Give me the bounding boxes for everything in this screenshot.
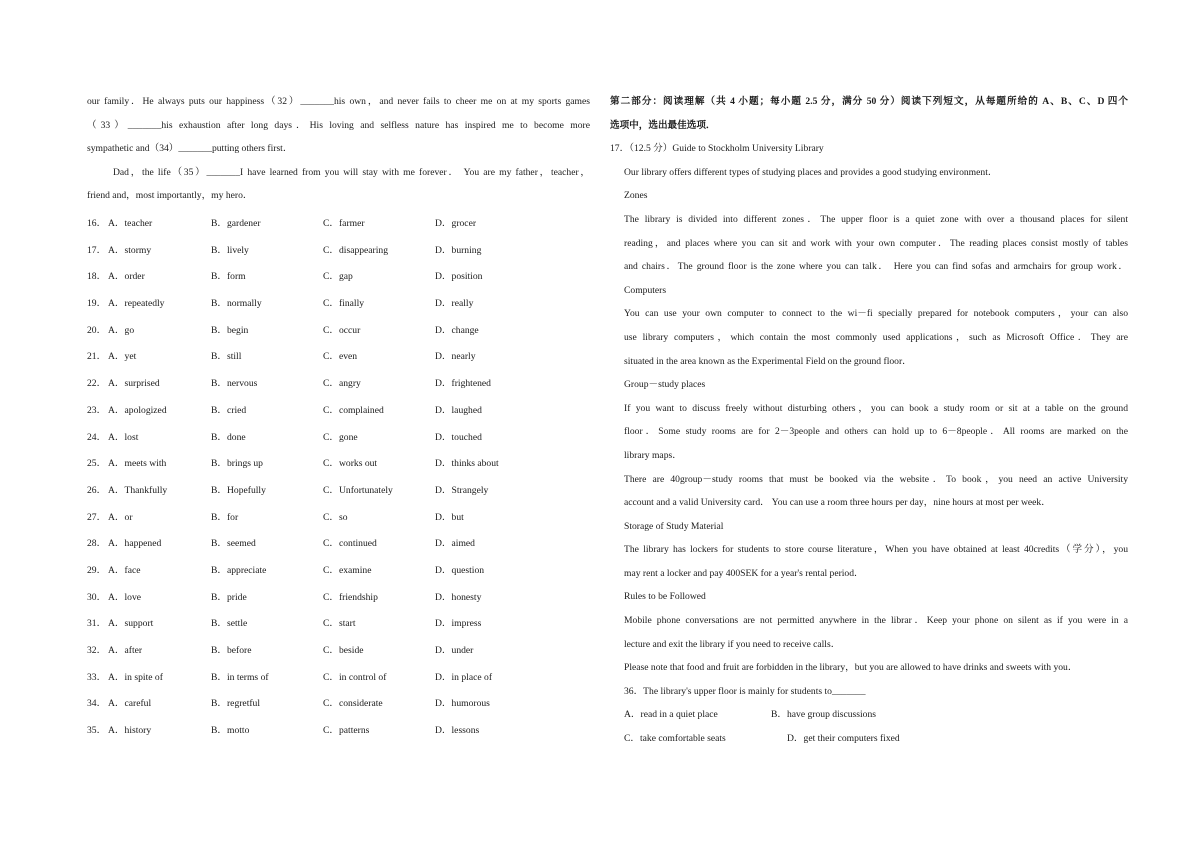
option-c: C．continued xyxy=(323,538,377,550)
option-c: C．even xyxy=(323,351,358,363)
question-number: 26． xyxy=(87,484,107,496)
option-c: C．examine xyxy=(323,564,372,576)
option-c: C．in control of xyxy=(323,671,387,683)
question-row xyxy=(87,317,590,344)
option-a: A．lost xyxy=(108,431,139,443)
question-row xyxy=(87,557,590,584)
answer-option-b: B．have group discussions xyxy=(771,709,876,721)
option-b: B．normally xyxy=(211,298,262,310)
passage-title: 17．（12.5 分）Guide to Stockholm University Library xyxy=(610,143,824,155)
option-d: D．Strangely xyxy=(435,484,489,496)
option-b: B．brings up xyxy=(211,458,263,470)
question-row xyxy=(87,237,590,264)
question-number: 31． xyxy=(87,618,107,630)
option-b: B．Hopefully xyxy=(211,484,266,496)
option-c: C．Unfortunately xyxy=(323,484,393,496)
passage-line: library maps． xyxy=(624,449,682,461)
option-a: A．careful xyxy=(108,698,152,710)
option-b: B．nervous xyxy=(211,378,258,390)
right-column xyxy=(610,90,1128,751)
question-number: 34． xyxy=(87,698,107,710)
passage-line: Mobile phone conversations are not permitted anywhere in the librar．Keep your phone on silent as if you were in a xyxy=(624,615,1128,627)
option-a: A．in spite of xyxy=(108,671,163,683)
option-a: A．apologized xyxy=(108,404,167,416)
passage-line: account and a valid University card． You can use a room three hours per day，nine hours at most per week． xyxy=(624,497,1051,509)
question-number: 30． xyxy=(87,591,107,603)
passage-line: Storage of Study Material xyxy=(624,520,724,532)
question-row xyxy=(87,718,590,745)
option-c: C．gone xyxy=(323,431,358,443)
question-number: 27． xyxy=(87,511,107,523)
question-row xyxy=(87,210,590,237)
option-a: A．yet xyxy=(108,351,137,363)
passage-line: There are 40group－study rooms that must be booked via the website．To book，you need an active University xyxy=(624,473,1128,485)
question-number: 20． xyxy=(87,324,107,336)
question-row xyxy=(87,611,590,638)
passage-line: You can use your own computer to connect to the wi－fi specially prepared for notebook computers，your can also xyxy=(624,308,1128,320)
option-c: C．friendship xyxy=(323,591,378,603)
question-row xyxy=(87,451,590,478)
question-row xyxy=(87,691,590,718)
section-header: 第二部分：阅读理解（共 4 小题；每小题 2.5 分，满分 50 分）阅读下列短文，从每题所给的 A、B、C、D 四个 xyxy=(610,96,1128,107)
option-c: C．farmer xyxy=(323,218,365,230)
option-c: C．considerate xyxy=(323,698,383,710)
question-row xyxy=(87,291,590,318)
passage-line: （33）_______his exhaustion after long days．His loving and selfless nature has inspired me to become more xyxy=(87,119,590,131)
option-a: A．or xyxy=(108,511,133,523)
passage-line: lecture and exit the library if you need to receive calls． xyxy=(624,638,841,650)
question-number: 23． xyxy=(87,404,107,416)
option-a: A．Thankfully xyxy=(108,484,168,496)
question-row xyxy=(87,637,590,664)
option-d: D．under xyxy=(435,645,474,657)
option-b: B．settle xyxy=(211,618,248,630)
option-a: A．happened xyxy=(108,538,162,550)
option-d: D．position xyxy=(435,271,483,283)
question-number: 18． xyxy=(87,271,107,283)
option-c: C．finally xyxy=(323,298,365,310)
cloze-passage xyxy=(87,90,590,161)
question-number: 29． xyxy=(87,564,107,576)
question-number: 33． xyxy=(87,671,107,683)
option-a: A．support xyxy=(108,618,154,630)
option-d: D．touched xyxy=(435,431,482,443)
passage-line: our family．He always puts our happiness（32）_______his own，and never fails to cheer me on at my sports games xyxy=(87,96,590,107)
option-c: C．works out xyxy=(323,458,378,470)
option-d: D．aimed xyxy=(435,538,475,550)
passage-line: use library computers，which contain the most commonly used applications，such as Microsoft Office．They are xyxy=(624,331,1128,343)
option-b: B．cried xyxy=(211,404,247,416)
question-row xyxy=(87,531,590,558)
option-b: B．in terms of xyxy=(211,671,269,683)
passage-line: sympathetic and（34）_______putting others first． xyxy=(87,143,293,155)
question-number: 16． xyxy=(87,218,107,230)
passage-line: friend and，most importantly，my hero． xyxy=(87,190,253,202)
option-d: D．humorous xyxy=(435,698,490,710)
question-number: 19． xyxy=(87,298,107,310)
option-d: D．but xyxy=(435,511,464,523)
left-column xyxy=(87,90,590,744)
question-row xyxy=(87,504,590,531)
option-d: D．in place of xyxy=(435,671,493,683)
question-number: 24． xyxy=(87,431,107,443)
question-number: 25． xyxy=(87,458,107,470)
option-d: D．really xyxy=(435,298,474,310)
option-d: D．nearly xyxy=(435,351,476,363)
question-row xyxy=(87,264,590,291)
option-a: A．go xyxy=(108,324,135,336)
question-number: 21． xyxy=(87,351,107,363)
question-row xyxy=(87,477,590,504)
option-c: C．so xyxy=(323,511,348,523)
passage-line: Our library offers different types of studying places and provides a good studying environment． xyxy=(624,166,998,178)
option-a: A．history xyxy=(108,725,152,737)
option-d: D．laughed xyxy=(435,404,482,416)
question-row xyxy=(87,664,590,691)
option-c: C．occur xyxy=(323,324,361,336)
option-b: B．still xyxy=(211,351,242,363)
passage-line: Group－study places xyxy=(624,379,706,391)
passage-line: situated in the area known as the Experimental Field on the ground floor． xyxy=(624,355,912,367)
reading-passage xyxy=(610,161,1128,704)
question-row xyxy=(87,584,590,611)
passage-line: Computers xyxy=(624,284,667,296)
passage-line: The library is divided into different zones．The upper floor is a quiet zone with over a thousand places for silent xyxy=(624,213,1128,225)
option-a: A．order xyxy=(108,271,145,283)
option-d: D．thinks about xyxy=(435,458,499,470)
passage-line: 36．The library's upper floor is mainly for students to_______ xyxy=(624,685,866,697)
option-b: B．motto xyxy=(211,725,250,737)
option-a: A．repeatedly xyxy=(108,298,165,310)
passage-line: The library has lockers for students to store course literature，When you have obtained at least 40credits（学分），you xyxy=(624,544,1128,556)
answer-option-a: A．read in a quiet place xyxy=(624,709,718,721)
option-b: B．seemed xyxy=(211,538,256,550)
option-b: B．before xyxy=(211,645,252,657)
question-number: 22． xyxy=(87,378,107,390)
option-b: B．gardener xyxy=(211,218,261,230)
passage-paragraph: Dad，the life（35）_______I have learned from you will stay with me forever． You are my father，teacher， xyxy=(113,166,590,178)
answer-option-d: D．get their computers fixed xyxy=(787,733,900,745)
question-options-list xyxy=(87,210,590,744)
option-b: B．done xyxy=(211,431,246,443)
option-c: C．patterns xyxy=(323,725,370,737)
option-b: B．lively xyxy=(211,244,249,256)
answer-row xyxy=(610,727,1128,751)
option-a: A．teacher xyxy=(108,218,153,230)
option-b: B．regretful xyxy=(211,698,261,710)
answer-option-c: C．take comfortable seats xyxy=(624,733,726,745)
passage-line: floor．Some study rooms are for 2－3people and others can hold up to 6－8people．All rooms are marked on the xyxy=(624,426,1128,438)
passage-line: may rent a locker and pay 400SEK for a year's rental period． xyxy=(624,567,864,579)
option-b: B．appreciate xyxy=(211,564,267,576)
option-d: D．grocer xyxy=(435,218,477,230)
option-b: B．for xyxy=(211,511,239,523)
option-c: C．gap xyxy=(323,271,353,283)
option-b: B．begin xyxy=(211,324,249,336)
option-b: B．form xyxy=(211,271,246,283)
passage-line: reading，and places where you can sit and work with your own computer．The reading places consist mostly of tables xyxy=(624,237,1128,249)
option-d: D．impress xyxy=(435,618,482,630)
question-row xyxy=(87,424,590,451)
option-a: A．face xyxy=(108,564,141,576)
option-a: A．meets with xyxy=(108,458,167,470)
option-a: A．after xyxy=(108,645,143,657)
option-a: A．surprised xyxy=(108,378,160,390)
option-d: D．lessons xyxy=(435,725,480,737)
option-d: D．frightened xyxy=(435,378,491,390)
question-row xyxy=(87,397,590,424)
option-c: C．disappearing xyxy=(323,244,389,256)
question-number: 28． xyxy=(87,538,107,550)
option-d: D．change xyxy=(435,324,479,336)
option-b: B．pride xyxy=(211,591,247,603)
option-a: A．love xyxy=(108,591,142,603)
question-number: 35． xyxy=(87,725,107,737)
section-header-cont: 选项中，选出最佳选项． xyxy=(610,119,716,131)
question-row xyxy=(87,371,590,398)
passage-line: and chairs．The ground floor is the zone where you can talk． Here you can find sofas and armchairs for group work． xyxy=(624,261,1128,273)
passage-line: Please note that food and fruit are forbidden in the library，but you are allowed to have drinks and sweets with you． xyxy=(624,662,1078,674)
passage-line: If you want to discuss freely without disturbing others，you can book a study room or sit at a table on the ground xyxy=(624,402,1128,414)
option-d: D．burning xyxy=(435,244,482,256)
question-number: 17． xyxy=(87,244,107,256)
option-c: C．beside xyxy=(323,645,364,657)
question-row xyxy=(87,344,590,371)
question-number: 32． xyxy=(87,645,107,657)
option-c: C．complained xyxy=(323,404,384,416)
option-c: C．start xyxy=(323,618,356,630)
option-d: D．question xyxy=(435,564,485,576)
answer-row xyxy=(610,703,1128,727)
option-a: A．stormy xyxy=(108,244,152,256)
passage-line: Rules to be Followed xyxy=(624,591,706,603)
option-d: D．honesty xyxy=(435,591,482,603)
passage-line: Zones xyxy=(624,190,648,202)
option-c: C．angry xyxy=(323,378,361,390)
